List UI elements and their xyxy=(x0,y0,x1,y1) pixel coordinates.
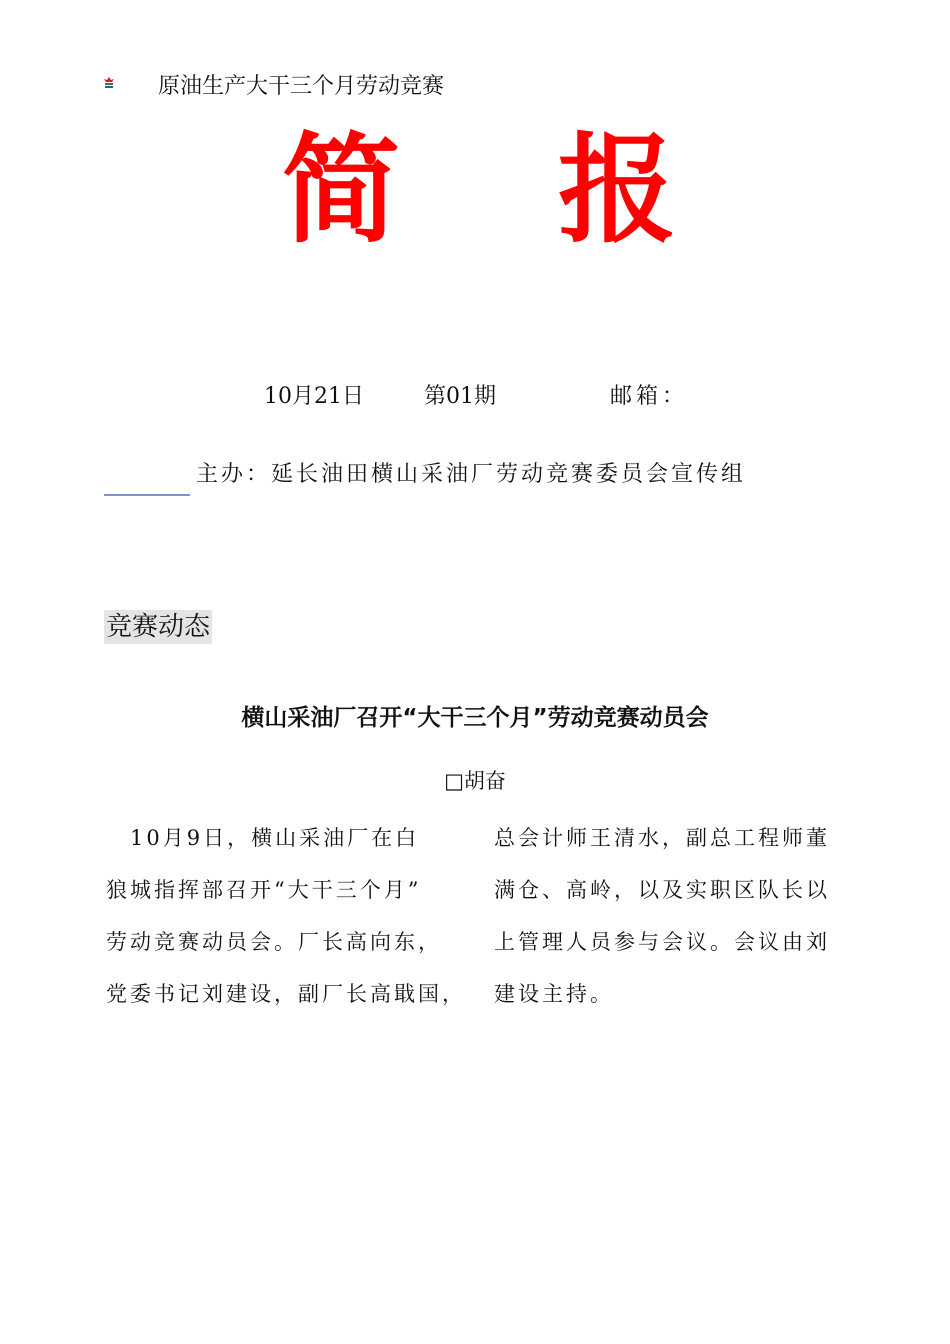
competition-name: 原油生产大干三个月劳动竞赛 xyxy=(158,74,445,99)
text-line: 满仓、高岭，以及实职区队长以 xyxy=(494,878,830,902)
divider-rule xyxy=(104,494,190,496)
section-title: 竞赛动态 xyxy=(106,612,211,642)
text-line: 10月9日，横山采油厂在白 xyxy=(106,826,420,850)
issue-date: 10月21日 xyxy=(264,384,364,409)
article-column-left xyxy=(106,812,468,1020)
issue-number: 第01期 xyxy=(424,384,496,409)
article-title: 横山采油厂召开“大干三个月”劳动竞赛动员会 xyxy=(241,705,709,731)
issue-info-row xyxy=(0,380,950,414)
masthead-char-bao: 报 xyxy=(558,120,677,259)
masthead-char-jian: 简 xyxy=(282,120,401,259)
text-line: 党委书记刘建设，副厂长高戢国， xyxy=(106,982,466,1006)
text-line: 劳动竞赛动员会。厂长高向东， xyxy=(106,930,442,954)
email-label: 邮箱： xyxy=(610,384,689,409)
text-line: 狼城指挥部召开“大干三个月” xyxy=(106,878,422,902)
article-column-right xyxy=(494,812,856,1020)
article-byline: □胡奋 xyxy=(444,769,506,793)
text-line: 总会计师王清水，副总工程师董 xyxy=(494,826,830,850)
text-line: 上管理人员参与会议。会议由刘 xyxy=(494,930,830,954)
text-line: 建设主持。 xyxy=(494,982,614,1006)
sponsor-line: 主办：延长油田横山采油厂劳动竞赛委员会宣传组 xyxy=(196,462,747,487)
company-logo-icon xyxy=(103,76,115,90)
